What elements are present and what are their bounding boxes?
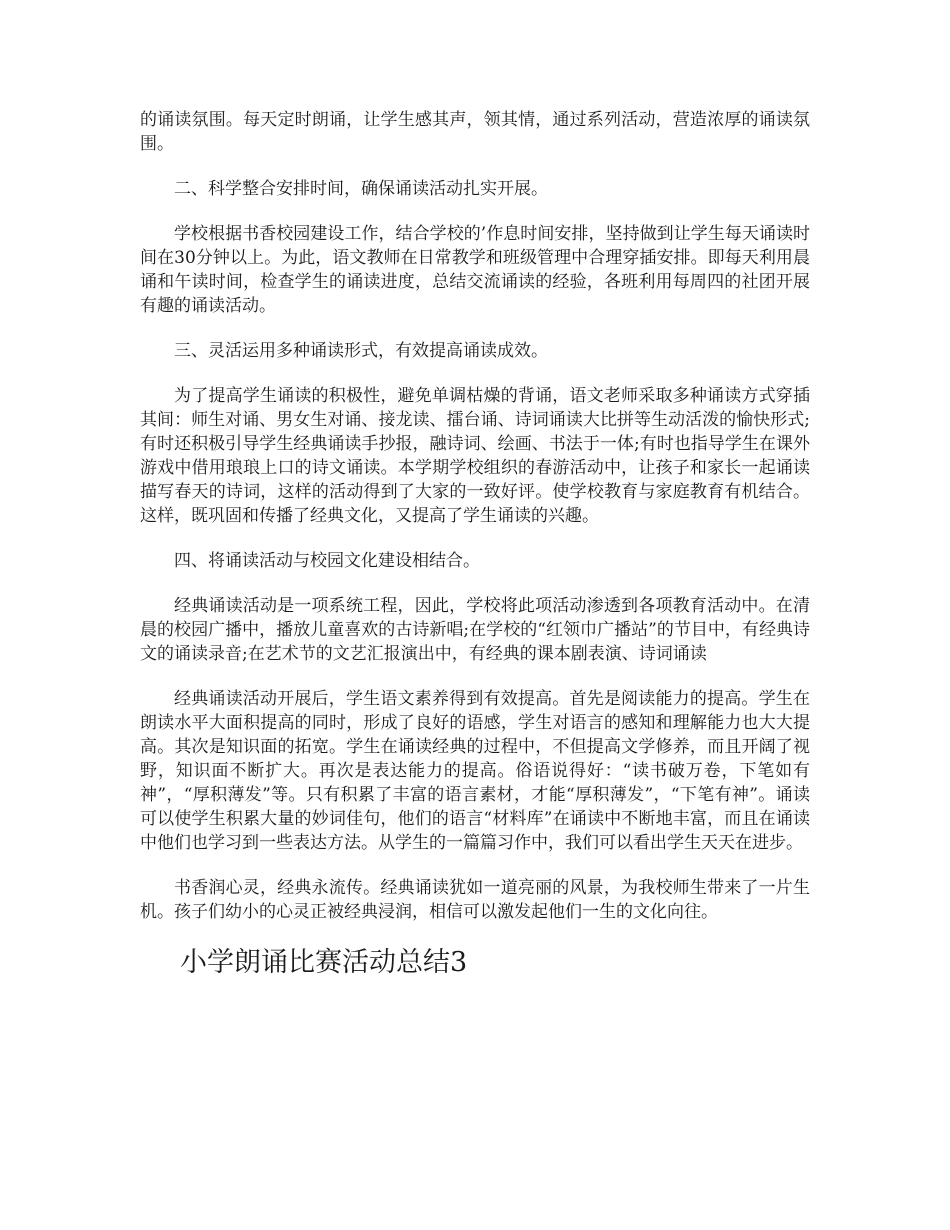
section-heading-4: 四、将诵读活动与校园文化建设相结合。 xyxy=(174,551,480,571)
section-heading-2: 二、科学整合安排时间，确保诵读活动扎实开展。 xyxy=(174,179,548,199)
paragraph-campus-culture: 经典诵读活动是一项系统工程，因此，学校将此项活动渗透到各项教育活动中。在清晨的校园广播中，播放儿童喜欢的古诗新唱;在学校的“红领巾广播站”的节目中，有经典诗文的诵读录音;在艺术节的文艺汇报演出中，有经典的课本剧表演、诗词诵读 xyxy=(140,596,810,664)
paragraph-conclusion: 书香润心灵，经典永流传。经典诵读犹如一道亮丽的风景，为我校师生带来了一片生机。孩子们幼小的心灵正被经典浸润，相信可以激发起他们一生的文化向往。 xyxy=(140,878,810,922)
section-title: 小学朗诵比赛活动总结3 xyxy=(180,947,468,978)
section-heading-3: 三、灵活运用多种诵读形式，有效提高诵读成效。 xyxy=(174,341,548,361)
paragraph-continuation: 的诵读氛围。每天定时朗诵，让学生感其声，领其情，通过系列活动，营造浓厚的诵读氛围。 xyxy=(140,110,810,154)
paragraph-results: 经典诵读活动开展后，学生语文素养得到有效提高。首先是阅读能力的提高。学生在朗读水平大面积提高的同时，形成了良好的语感，学生对语言的感知和理解能力也大大提高。其次是知识面的拓宽。学生在诵读经典的过程中，不但提高文学修养，而且开阔了视野，知识面不断扩大。再次是表达能力的提高。俗语说得好：“读书破万卷，下笔如有神”，“厚积薄发”等。只有积累了丰富的语言素材，才能“厚积薄发”，“下笔有神”。诵读可以使学生积累大量的妙词佳句，他们的语言“材料库”在诵读中不断地丰富，而且在诵读中他们也学习到一些表达方法。从学生的一篇篇习作中，我们可以看出学生天天在进步。 xyxy=(140,689,810,853)
paragraph-time-arrangement: 学校根据书香校园建设工作，结合学校的’作息时间安排，坚持做到让学生每天诵读时间在30分钟以上。为此，语文教师在日常教学和班级管理中合理穿插安排。即每天利用晨诵和午读时间，检查学生的诵读进度，总结交流诵读的经验，各班利用每周四的社团开展有趣的诵读活动。 xyxy=(140,224,810,316)
paragraph-reading-forms: 为了提高学生诵读的积极性，避免单调枯燥的背诵，语文老师采取多种诵读方式穿插其间：师生对诵、男女生对诵、接龙读、擂台诵、诗词诵读大比拼等生动活泼的愉快形式;有时还积极引导学生经典诵读手抄报，融诗词、绘画、书法于一体;有时也指导学生在课外游戏中借用琅琅上口的诗文诵读。本学期学校组织的春游活动中，让孩子和家长一起诵读描写春天的诗词，这样的活动得到了大家的一致好评。使学校教育与家庭教育有机结合。这样，既巩固和传播了经典文化，又提高了学生诵读的兴趣。 xyxy=(140,386,810,526)
document-page xyxy=(140,108,810,980)
